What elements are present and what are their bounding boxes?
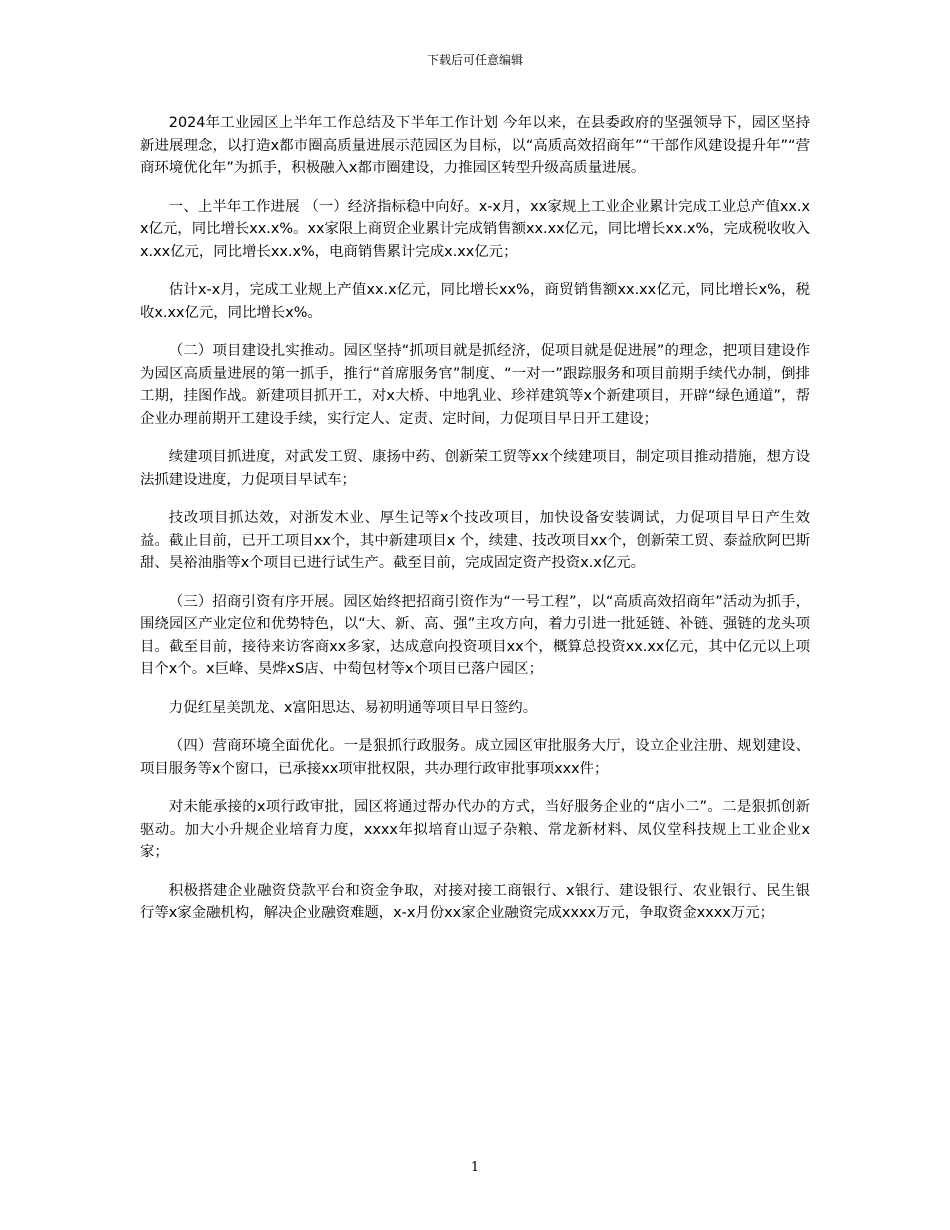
paragraph-estimates: 估计x-x月，完成工业规上产值xx.x亿元，同比增长xx%，商贸销售额xx.xx亿元，同比增长x%，税收x.xx亿元，同比增长x%。 — [140, 282, 810, 321]
page-number: 1 — [470, 1160, 480, 1175]
document-body — [140, 112, 810, 941]
paragraph-business-environment: （四）营商环境全面优化。一是狠抓行政服务。成立园区审批服务大厅，设立企业注册、规划建设、项目服务等x个窗口，已承接xx项审批权限，共办理行政审批事项xxx件； — [140, 738, 810, 777]
page-header: 下载后可任意编辑 — [426, 53, 523, 67]
paragraph-project-construction: （二）项目建设扎实推动。园区坚持“抓项目就是抓经济，促项目就是促进展”的理念，把项目建设作为园区高质量进展的第一抓手，推行“首席服务官”制度、“一对一”跟踪服务和项目前期手续代办制，倒排工期，挂图作战。新建项目抓开工，对x大桥、中地乳业、珍祥建筑等x个新建项目，开辟“绿色通道”，帮企业办理前期开工建设手续，实行定人、定责、定时间，力促项目早日开工建设； — [140, 343, 810, 427]
paragraph-investment-attraction: （三）招商引资有序开展。园区始终把招商引资作为“一号工程”，以“高质高效招商年”活动为抓手，围绕园区产业定位和优势特色，以“大、新、高、强”主攻方向，着力引进一批延链、补链、强链的龙头项目。截至目前，接待来访客商xx多家，达成意向投资项目xx个，概算总投资xx.xx亿元，其中亿元以上项目个x个。x巨峰、昊烨xS店、中萄包材等x个项目已落户园区； — [140, 593, 810, 677]
paragraph-technical-upgrades: 技改项目抓达效，对浙发木业、厚生记等x个技改项目，加快设备安装调试，力促项目早日产生效益。截止目前，已开工项目xx个，其中新建项目x 个，续建、技改项目xx个，创新荣工贸、泰益欣阿巴斯甜、昊裕油脂等x个项目已进行试生产。截至目前，完成固定资产投资x.x亿元。 — [140, 510, 810, 571]
paragraph-signing: 力促红星美凯龙、x富阳思达、易初明通等项目早日签约。 — [168, 699, 538, 716]
paragraph-economic-indicators: 一、上半年工作进展 （一）经济指标稳中向好。x-x月，xx家规上工业企业累计完成工业总产值xx.xx亿元，同比增长xx.x%。xx家限上商贸企业累计完成销售额xx.xx亿元，同比增长xx.x%，完成税收收入x.xx亿元，同比增长xx.x%，电商销售累计完成x.xx亿元； — [140, 198, 810, 260]
paragraph-innovation: 对未能承接的x项行政审批，园区将通过帮办代办的方式，当好服务企业的“店小二”。二是狠抓创新驱动。加大小升规企业培育力度，xxxx年拟培育山逗子杂粮、常龙新材料、凤仪堂科技规上工业企业x家； — [140, 799, 810, 860]
paragraph-continued-projects: 续建项目抓进度，对武发工贸、康扬中药、创新荣工贸等xx个续建项目，制定项目推动措施，想方设法抓建设进度，力促项目早试车； — [140, 449, 810, 488]
paragraph-intro: 2024年工业园区上半年工作总结及下半年工作计划 今年以来，在县委政府的坚强领导下，园区坚持新进展理念，以打造x都市圈高质量进展示范园区为目标，以“高质高效招商年”“干部作风建设提升年”“营商环境优化年”为抓手，积极融入x都市圈建设，力推园区转型升级高质量进展。 — [140, 115, 810, 176]
paragraph-financing: 积极搭建企业融资贷款平台和资金争取，对接对接工商银行、x银行、建设银行、农业银行、民生银行等x家金融机构，解决企业融资难题，x-x月份xx家企业融资完成xxxx万元，争取资金xxxx万元； — [140, 882, 810, 921]
